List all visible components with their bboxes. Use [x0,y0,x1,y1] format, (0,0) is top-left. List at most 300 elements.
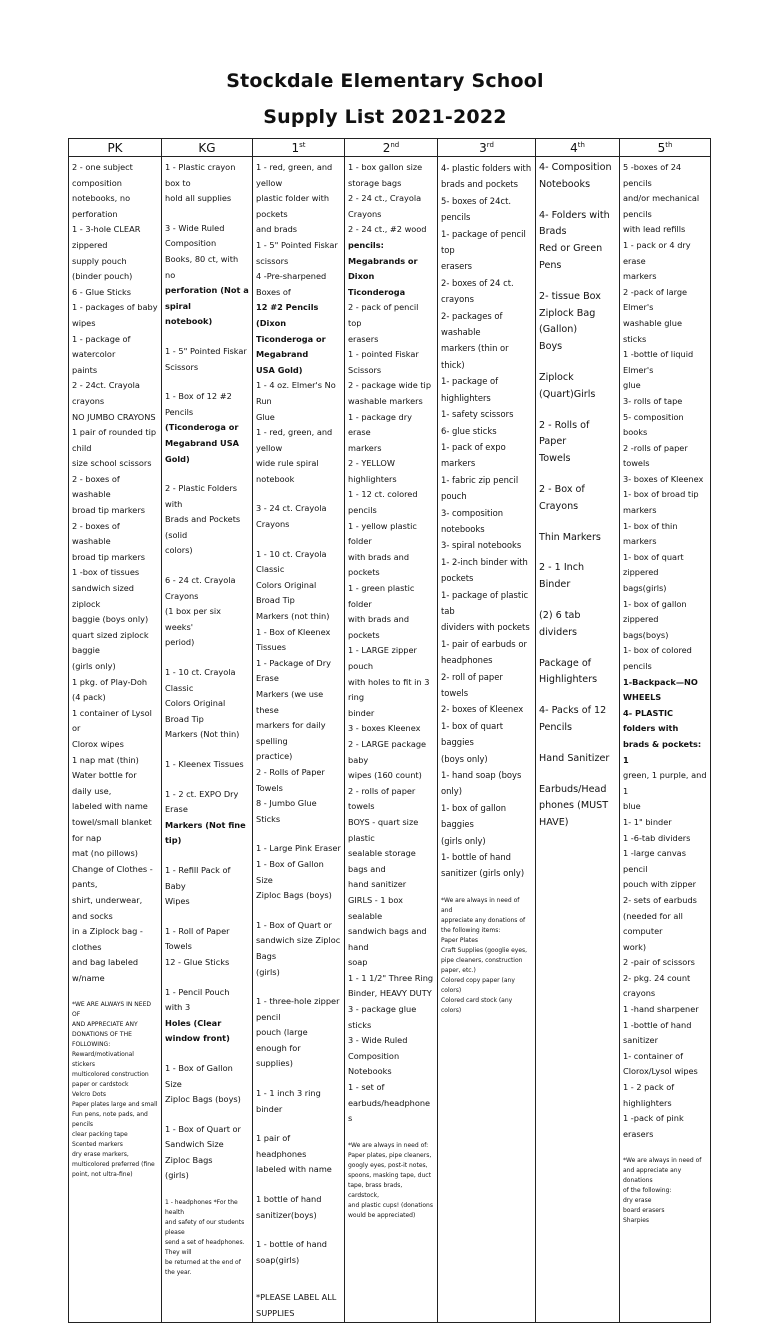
supply-item: Paper plates, pipe cleaners, [348,1151,432,1159]
supply-item: 1 - bottle of hand [256,1239,327,1250]
supply-item: of the following: [623,1187,672,1195]
supply-item: 1 -6-tab dividers [623,832,691,843]
supply-item: plastic folder with pockets [256,193,330,219]
spacer [623,1142,707,1156]
supply-item: Paper plates large and small [72,1101,158,1109]
supply-item: Pencils [539,721,573,733]
first-list [256,160,341,1322]
supply-item: and/or mechanical pencils [623,193,700,219]
supply-item: Craft Supplies (googlie eyes, [441,946,528,954]
supply-item: with holes to fit in 3 ring [348,676,430,703]
supply-item: Ziploc Bags (boys) [256,890,332,901]
supply-item: 1- package of plastic tab [441,589,529,616]
supply-item: 1 -large canvas pencil [623,848,686,874]
supply-item: headphones [441,655,493,666]
supply-item: pouch (large enough for [256,1027,308,1053]
supply-item: hand sanitizer [348,879,407,890]
supply-item: perforation (Not a spiral [165,285,249,311]
supply-item: paper or cardstock [72,1081,129,1089]
supply-item: Sharpies [623,1217,650,1225]
column-4th [536,157,620,1323]
spacer [539,737,616,751]
supply-item: *We are always in need of [623,1157,702,1165]
supply-item: Markers (Not thin) [165,729,240,740]
supply-item: 2 - 1 Inch Binder [539,562,585,591]
supply-item: Ziplock Bag (Gallon) [539,307,596,336]
third-list [441,160,532,1016]
supply-item: Boys [539,341,563,353]
supply-item: washable glue sticks [623,317,682,344]
supply-item: 2 - boxes of washable [72,473,120,500]
supply-item: and appreciate any donations [623,1167,682,1185]
spacer [165,375,249,389]
supply-item: 1 - 5" Pointed Fiskar [256,239,338,250]
spacer [539,194,616,208]
supply-item: and plastic cups! (donations [348,1201,433,1209]
supply-item: and safety of our students please [165,1219,245,1237]
supply-item: markers for daily spelling [256,720,326,746]
column-pk [69,157,162,1323]
supply-item: 1 - package dry erase [348,411,412,438]
supply-item: point, not ultra-fine) [72,1171,133,1179]
supply-item: 1- 1" binder [623,816,672,827]
supply-item: 4- PLASTIC folders with [623,707,679,734]
supply-item: USA Gold) [256,364,303,375]
supply-item: Ticonderoga or Megabrand [256,333,326,360]
supply-item: SUPPLIES [256,1308,295,1318]
supply-item: 1 - red, green, and yellow [256,162,333,188]
supply-item: dividers with pockets [441,622,530,633]
supply-item: 1- hand soap (boys only) [441,770,522,797]
supply-item: broad tip markers [72,505,145,516]
supply-item: 1 pair of rounded tip child [72,427,157,453]
supply-item: Books, 80 ct, with no [165,253,239,280]
supply-item: 1 - LARGE zipper pouch [348,645,417,671]
supply-item: 2 - Rolls of Paper Towels [256,766,325,793]
spacer [539,768,616,782]
supply-item: multicolored construction [72,1071,149,1079]
supply-item: *WE ARE ALWAYS IN NEED OF [72,1001,151,1019]
supply-item: 1- fabric zip pencil pouch [441,474,519,502]
supply-item: earbuds/headphones [348,1097,431,1124]
spacer [165,773,249,787]
supply-item: Hand Sanitizer [539,752,610,764]
supply-item: paints [72,364,98,375]
supply-item: work) [623,941,647,952]
supply-item: 1 - green plastic folder [348,583,415,609]
supply-item: 4- Composition [539,162,612,173]
spacer [348,1127,434,1141]
supply-item: 1- box of thin markers [623,520,678,547]
supply-item: bags(girls) [623,583,667,594]
supply-item: 1- 2-inch binder with [441,556,528,567]
supply-item: 1 - 1 1/2" Three Ring [348,972,434,983]
supply-item: 1 - package of watercolor [72,333,131,360]
supply-item: Markers (not thin) [256,611,330,622]
supply-item: 1- box of quart zippered [623,551,684,578]
spacer [165,467,249,481]
spacer [256,827,341,841]
supply-item: 1 - pack or 4 dry erase [623,239,691,266]
supply-item: NO JUMBO CRAYONS [72,411,156,422]
supply-item: Binder, HEAVY DUTY [348,988,432,999]
supply-item: 1 - Kleenex Tissues [165,759,244,769]
supply-item: brads & pockets: 1 [623,738,702,765]
supply-item: crayons [441,294,474,305]
spacer [539,689,616,703]
supply-item: hold all supplies [165,193,232,204]
supply-item: 5- composition books [623,411,684,438]
supply-item: in a Ziplock bag - clothes [72,926,143,952]
supply-item: Paper Plates [441,936,479,944]
spacer [539,404,616,418]
supply-item: 3- spiral notebooks [441,540,522,551]
spacer [165,330,249,344]
supply-item: erasers [348,333,379,344]
supply-item: 1 - headphones *For the health [165,1199,238,1217]
supply-item: Wipes [165,896,190,907]
supply-item: Thin Markers [539,531,601,543]
spacer [165,743,249,757]
supply-item: sanitizer [623,1035,658,1046]
supply-item: Package of [539,657,592,669]
supply-item: 1- box of broad tip [623,489,699,500]
supply-item: notebook) [165,316,213,327]
supply-item: 1 -pack of pink erasers [623,1113,684,1139]
spacer [165,1108,249,1122]
supply-item: notebooks, no perforation [72,193,131,219]
supply-item: 2 - LARGE package baby [348,738,427,765]
supply-item: 2 - 24 ct., #2 wood [348,224,427,235]
spacer [539,468,616,482]
supply-item: WHEELS [623,692,662,703]
spacer [165,651,249,665]
supply-item: Notebooks [539,178,591,190]
supply-item: 1 pkg. of Play-Doh (4 pack) [72,676,148,703]
supply-item: AND APPRECIATE ANY [72,1021,138,1029]
supply-item: Red or Green Pens [539,243,603,271]
spacer [165,910,249,924]
column-1st [253,157,345,1323]
supply-item: 1 - Box of Gallon Size [165,1062,233,1089]
header-5th: 5th [620,139,711,157]
supply-item: Dixon Ticonderoga [348,271,406,297]
spacer [539,546,616,560]
kg-list [165,160,249,1278]
supply-item: Colored copy paper (any colors) [441,976,515,994]
supply-item: 1 - box gallon size [348,162,423,172]
supply-item: Water bottle for daily use, [72,770,137,796]
supply-item: Velcro Dots [72,1091,106,1099]
supply-item: (girls) [165,1170,189,1181]
spacer [441,882,532,896]
supply-item: 1 - set of [348,1082,385,1093]
supply-item: 2 - package wide tip [348,380,432,391]
supply-item: 2 - pack of pencil top [348,302,419,328]
supply-item: 1 - Refill Pack of Baby [165,864,231,891]
supply-item: Highlighters [539,674,598,686]
supply-item: sanitizer(boys) [256,1209,317,1220]
supply-item: and brads [256,224,298,235]
supply-item: markers (thin or thick) [441,343,509,370]
supply-item: 2 - boxes of washable [72,520,120,547]
supply-item: 1 - three-hole zipper pencil [256,996,340,1022]
fourth-list [539,160,616,832]
supply-item: 2- tissue Box [539,290,601,302]
column-5th [620,157,711,1323]
supply-item: Holes (Clear window front) [165,1017,230,1044]
supply-item: 2 - rolls of paper towels [348,785,416,812]
supply-item: scissors [256,255,289,266]
supply-item: glue [623,380,641,391]
supply-item: wipes (160 count) [348,770,422,781]
supply-item: 1- package of pencil top [441,228,526,256]
school-title: Stockdale Elementary School [226,70,544,92]
supply-item: 1 -bottle of hand [623,1019,692,1030]
header-4th: 4th [536,139,620,157]
supply-item: Clorox wipes [72,738,124,749]
supply-item: Towels [539,453,571,465]
supply-item: washable markers [348,395,423,406]
spacer [165,849,249,863]
supply-item: 2 - 24 ct., Crayola [348,193,422,204]
column-2nd [345,157,438,1323]
supply-item: the following items: [441,926,501,934]
supply-item: 2 - YELLOW highlighters [348,458,397,484]
spacer [256,904,341,918]
supply-item: pencils: Megabrands or [348,239,418,266]
supply-item: 1 bottle of hand [256,1194,322,1205]
column-kg [162,157,253,1323]
spacer [539,275,616,289]
supply-item: 1- box of gallon baggies [441,802,507,830]
spacer [256,980,341,994]
supply-item: mat (no pillows) [72,848,138,859]
supply-item: 1 - Box of 12 #2 Pencils [165,391,232,417]
supply-item: sanitizer (girls only) [441,868,525,879]
supply-item: erasers [441,261,473,272]
supply-item: Fun pens, note pads, and [72,1111,148,1119]
supply-item: bags(boys) [623,629,669,640]
supply-item: 2- sets of earbuds [623,894,697,905]
supply-item: 1 - Plastic crayon box to [165,162,236,188]
supply-item: DONATIONS OF THE [72,1031,132,1039]
supply-item: 2- boxes of 24 ct. [441,277,514,288]
supply-item: green, 1 purple, and 1 [623,770,707,796]
supply-item: HAVE) [539,817,569,829]
supply-item: 3- composition notebooks [441,507,504,534]
supply-item: Markers (Not fine tip) [165,819,246,846]
supply-item: 1 - Box of Kleenex Tissues [256,626,331,653]
supply-item: 1- package of highlighters [441,376,499,403]
supply-item: 1 - 1 inch 3 ring binder [256,1088,321,1114]
supply-list-title: Supply List 2021-2022 [263,106,507,128]
supply-item: 1 - 10 ct. Crayola Classic [165,667,236,693]
supply-table [68,138,711,1323]
supply-item: 5- boxes of 24ct. pencils [441,195,512,223]
supply-item: Scented markers [72,1141,123,1149]
supply-item: 1 - 4 oz. Elmer's No Run [256,380,336,406]
supply-item: 1 - red, green, and yellow [256,427,333,453]
supply-item: board erasers [623,1207,665,1215]
supply-item: 3 - package glue sticks [348,1004,417,1030]
supply-item: 1 - yellow plastic folder [348,520,417,547]
supply-item: 6- glue sticks [441,425,497,436]
supply-item: 1 container of Lysol or [72,707,152,734]
supply-item: 12 - Glue Sticks [165,956,230,967]
fifth-list [623,160,707,1226]
supply-item: 1- box of gallon zippered [623,598,687,625]
supply-item: period) [165,637,195,648]
supply-item: pockets [441,573,474,584]
supply-item: clear packing tape [72,1131,128,1139]
supply-item: 6 - Glue Sticks [72,286,132,297]
supply-item: 2 - one subject composition [72,162,133,188]
supply-item: Sandwich Size Ziploc Bags [165,1139,224,1165]
supply-item: Brads and Pockets (solid [165,514,241,540]
supply-item: markers [623,505,657,516]
header-pk: PK [69,139,162,157]
supply-item: spoons, masking tape, duct [348,1171,431,1179]
supply-item: with brads and pockets [348,614,410,640]
supply-item: FOLLOWING: [72,1041,111,1049]
supply-item: 1 - 5" Pointed Fiskar [165,345,247,356]
header-3rd: 3rd [438,139,536,157]
header-1st: 1st [253,139,345,157]
supply-item: pipe cleaners, construction [441,956,523,964]
pk-list [72,160,158,1180]
spacer [165,207,249,221]
supply-item: soap(girls) [256,1254,300,1265]
supply-item: Glue [256,411,275,422]
spacer [165,559,249,573]
supply-item: 2 - Rolls of Paper [539,419,590,448]
supply-item: dry erase [623,1197,652,1205]
supply-item: 1 - 2 ct. EXPO Dry Erase [165,788,239,815]
supply-item: markers [623,271,657,282]
supply-item: sandwich sized ziplock [72,583,135,609]
supply-item: Megabrand USA Gold) [165,437,239,464]
supply-item: be returned at the end of the year. [165,1259,241,1277]
supply-item: *PLEASE LABEL ALL [256,1292,337,1303]
spacer [256,1072,341,1086]
supply-item: brads and pockets [441,179,519,190]
supply-item: towel/small blanket for nap [72,816,152,843]
supply-item: 3 - 24 ct. Crayola Crayons [256,503,327,530]
supply-item: Markers (we use these [256,689,324,715]
supply-item: Change of Clothes - pants, [72,863,153,890]
supply-item: 1 - packages of baby wipes [72,302,158,328]
supply-item: practice) [256,751,293,762]
supply-item: markers [348,442,382,453]
supply-item: googly eyes, post-it notes, [348,1161,428,1169]
supply-item: with lead refills [623,224,686,235]
supply-item: 3 - boxes Kleenex [348,723,421,734]
spacer [539,642,616,656]
supply-item: (1 box per six weeks' [165,606,221,632]
column-3rd [438,157,536,1323]
supply-item: 3 - Wide Ruled Composition [165,222,225,249]
supply-item: 1 - Large Pink Eraser [256,843,341,854]
supply-item: 1 - 10 ct. Crayola Classic [256,548,327,575]
supply-item: 4 -Pre-sharpened Boxes of [256,271,327,297]
spacer [72,986,158,1000]
supply-item: 4- Folders with [539,209,610,221]
supply-item: sandwich size Ziploc Bags [256,935,341,961]
supply-item: 1- safety scissors [441,409,514,420]
supply-item: tape, brass brads, cardstock, [348,1181,403,1199]
supply-item: 1 -hand sharpener [623,1004,699,1015]
supply-item: Brads [539,226,567,238]
supply-item: shirt, underwear, and socks [72,894,143,921]
supply-item: binder [348,707,375,718]
supply-item: 2 -rolls of paper towels [623,442,688,469]
spacer [256,487,341,501]
spacer [165,971,249,985]
supply-item: storage bags [348,177,402,188]
supply-item: broad tip markers [72,551,145,562]
supply-item: 2 -pack of large Elmer's [623,286,688,313]
supply-item: (girls) [256,966,280,977]
supply-item: phones (MUST [539,800,609,812]
supply-item: 1- container of [623,1050,684,1061]
supply-item: Crayons [348,208,382,219]
supply-item: labeled with name [72,801,148,812]
spacer [256,1178,341,1192]
supply-item: 5 -boxes of 24 pencils [623,162,682,188]
supply-item: multicolored preferred (fine [72,1161,155,1169]
supply-item: Clorox/Lysol wipes [623,1066,698,1077]
supply-item: Colors Original Broad Tip [256,579,317,606]
spacer [539,594,616,608]
supply-item: 3- boxes of Kleenex [623,473,704,484]
supply-item: Composition Notebooks [348,1050,400,1077]
supply-item: 1 pair of headphones [256,1133,307,1159]
supply-item: 3 - Wide Ruled [348,1035,408,1046]
supply-item: (2) 6 tab dividers [539,609,581,638]
supply-item: 1 -bottle of liquid Elmer's [623,349,694,375]
spacer [256,533,341,547]
supply-item: soap [348,957,368,968]
supply-item: 1- box of quart baggies [441,720,504,748]
supply-item: 1 - 2 pack of highlighters [623,1082,675,1108]
supply-item: 1- box of colored pencils [623,645,692,671]
supply-item: (Ticonderoga or [165,422,239,433]
supply-item: 2- packages of washable [441,310,503,338]
header-row [69,139,711,157]
supply-item: 12 #2 Pencils (Dixon [256,302,319,328]
supply-item: with brads and pockets [348,551,410,578]
supply-item: 2 - Plastic Folders with [165,483,238,509]
supply-item: Ziplock (Quart)Girls [539,371,596,400]
supply-item: 1 - Package of Dry Erase [256,657,331,684]
supply-item: Earbuds/Head [539,783,607,795]
supply-item: colors) [165,545,193,556]
supply-item: blue [623,801,641,812]
spacer [539,516,616,530]
supply-item: Scissors [165,361,199,372]
supply-item: baggie (boys only) [72,614,149,625]
supply-item: (girls only) [72,661,116,671]
header-kg: KG [162,139,253,157]
supply-item: quart sized ziplock baggie [72,629,149,656]
supply-item: 2 - 24ct. Crayola crayons [72,380,140,406]
spacer [256,1117,341,1131]
supply-item: supplies) [256,1058,293,1069]
supply-item: 1 - Box of Quart or [256,919,332,930]
supply-item: 2- pkg. 24 count crayons [623,972,691,999]
supply-item: labeled with name [256,1164,332,1175]
